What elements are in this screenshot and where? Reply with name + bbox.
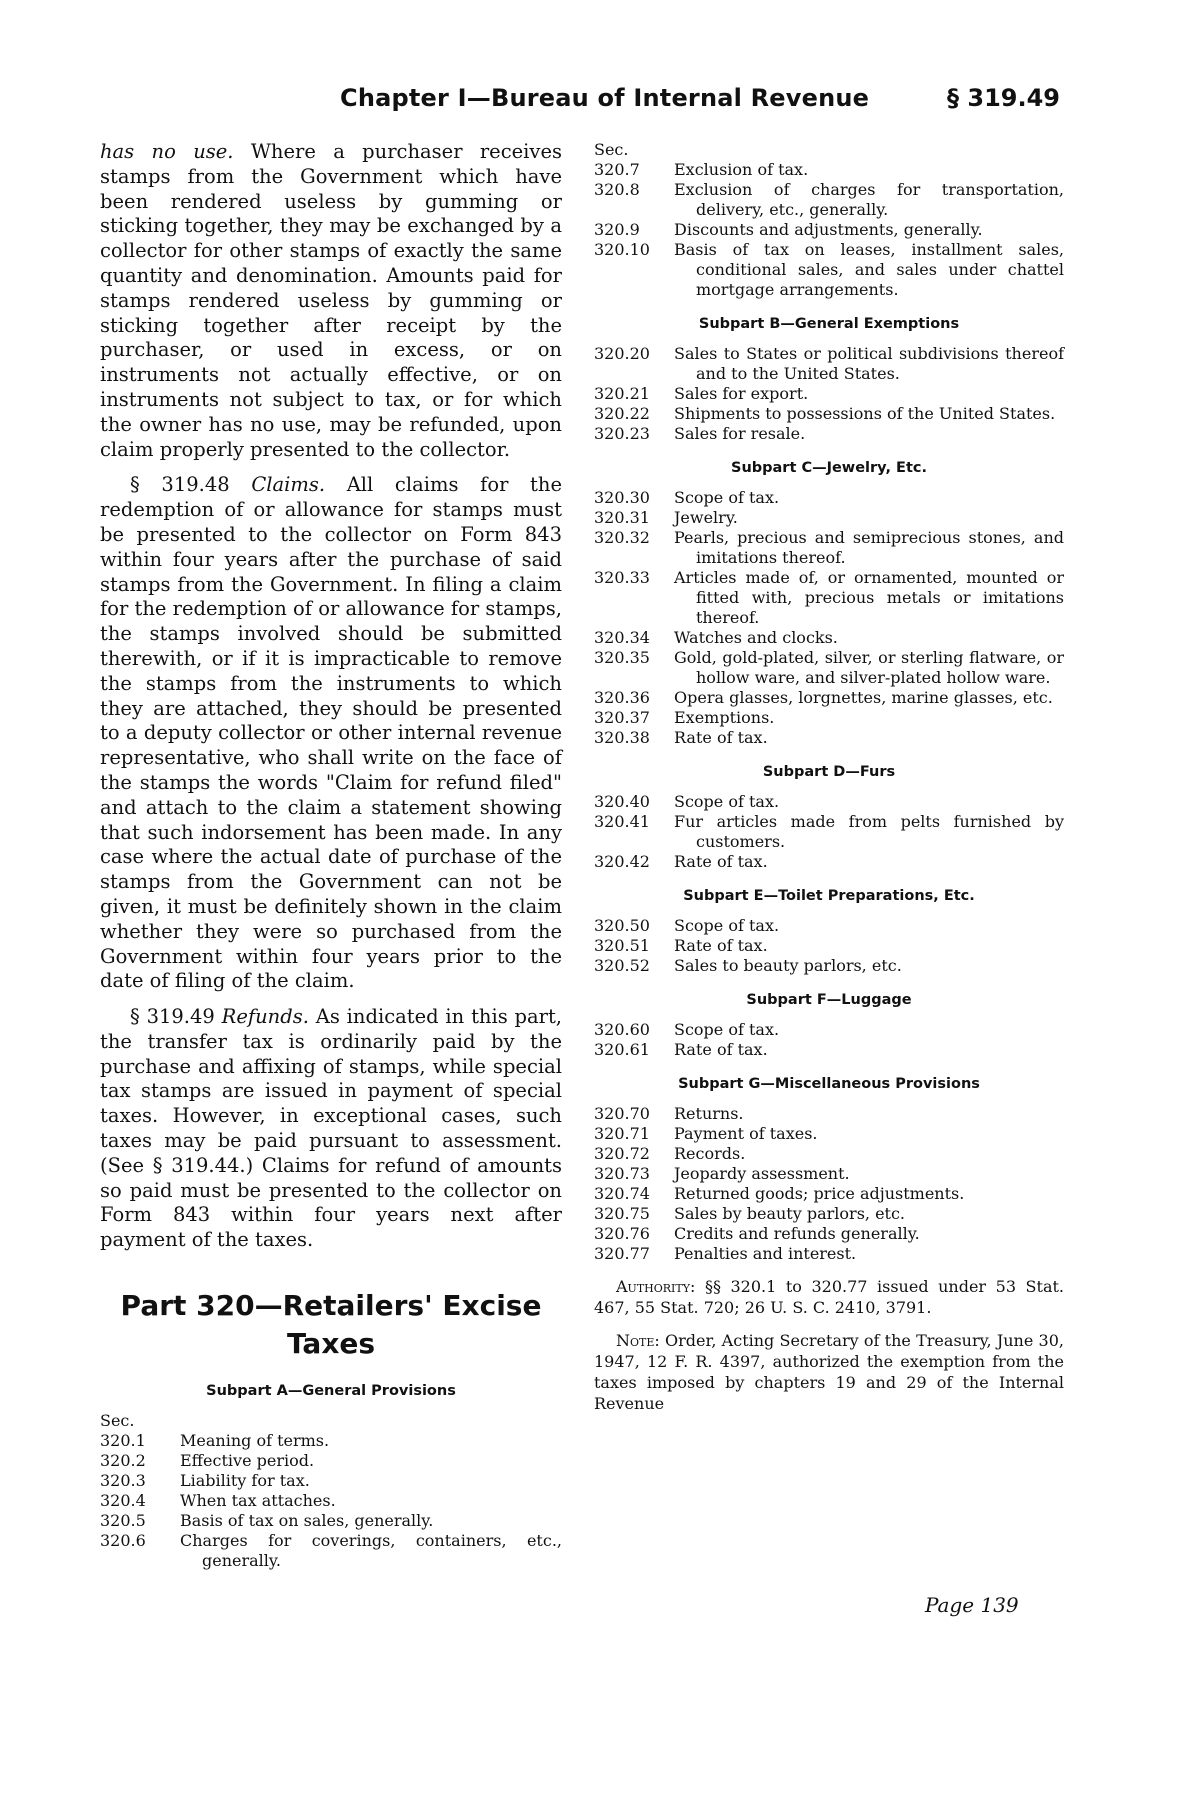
subpart-heading: Subpart C—Jewelry, Etc. — [731, 460, 927, 476]
toc-entry — [594, 628, 1064, 648]
toc-section-number: 320.74 — [594, 1184, 650, 1203]
toc-section-title: Scope of tax. — [674, 916, 780, 935]
toc-section-number: 320.4 — [100, 1491, 146, 1511]
toc-entry — [594, 956, 1064, 976]
toc-section-title: Basis of tax on leases, installment sales, conditional sales, and sales under chattel mortgage arrangements. — [674, 240, 1064, 299]
toc-section-number: 320.9 — [594, 220, 640, 239]
toc-section-number: 320.30 — [594, 488, 650, 507]
toc-section-title: Jewelry. — [674, 508, 738, 527]
toc-entry — [594, 1144, 1064, 1164]
toc-entry — [594, 424, 1064, 444]
toc-section-title: Discounts and adjustments, generally. — [674, 220, 983, 239]
toc-section-title: Fur articles made from pelts furnished by customers. — [674, 812, 1064, 851]
note-text: Order, Acting Secretary of the Treasury, June 30, 1947, 12 F. R. 4397, authorized the exemption from the taxes imposed by chapters 19 and 29 of the Internal Revenue — [594, 1331, 1064, 1413]
toc-section-title: Scope of tax. — [674, 1020, 780, 1039]
toc-section-number: 320.1 — [100, 1431, 146, 1451]
toc-list — [594, 160, 1064, 300]
toc-section-title: Sales to beauty parlors, etc. — [674, 956, 902, 975]
toc-section-title: Sales for export. — [674, 384, 809, 403]
toc-section-title: Meaning of terms. — [180, 1431, 330, 1451]
toc-section-title: Charges for coverings, containers, etc., generally. — [180, 1531, 562, 1571]
toc-section-title: Opera glasses, lorgnettes, marine glasses, etc. — [674, 688, 1053, 707]
toc-section-title: Rate of tax. — [674, 728, 768, 747]
toc-entry — [594, 1224, 1064, 1244]
toc-section-title: Returns. — [674, 1104, 744, 1123]
part-heading — [100, 1287, 562, 1363]
toc-section-number: 320.75 — [594, 1204, 650, 1223]
toc-list — [594, 792, 1064, 872]
toc-section-title: Rate of tax. — [674, 1040, 768, 1059]
toc-section-number: 320.35 — [594, 648, 650, 667]
toc-section-title: Returned goods; price adjustments. — [674, 1184, 965, 1203]
toc-section-title: Scope of tax. — [674, 792, 780, 811]
toc-section-number: 320.37 — [594, 708, 650, 727]
toc-section-number: 320.32 — [594, 528, 650, 547]
section-number: § 319.49 — [947, 84, 1060, 112]
subpart-heading: Subpart G—Miscellaneous Provisions — [678, 1076, 980, 1092]
toc-section-number: 320.6 — [100, 1531, 146, 1551]
toc-section-number: 320.8 — [594, 180, 640, 199]
toc-entry — [594, 180, 1064, 220]
toc-entry — [594, 508, 1064, 528]
toc-entry — [594, 1104, 1064, 1124]
toc-list — [594, 916, 1064, 976]
toc-section-number: 320.76 — [594, 1224, 650, 1243]
subpart-heading: Subpart A—General Provisions — [206, 1383, 456, 1400]
toc-section-title: Gold, gold-plated, silver, or sterling flatware, or hollow ware, and silver-plated hollow ware. — [674, 648, 1064, 687]
note — [594, 1330, 1064, 1414]
toc-section-number: 320.20 — [594, 344, 650, 363]
toc-section-title: Liability for tax. — [180, 1471, 310, 1491]
section-text: All claims for the redemption of or allowance for stamps must be presented to the collector on Form 843 within four years after the purchase of said stamps from the Government. In filing a claim for the redemption of or allowance for stamps, the stamps involved should be submitted therewith, or if it is impracticable to remove the stamps from the instruments to which they are attached, they should be presented to a deputy collector or other internal revenue representative, who shall write on the face of the stamps the words "Claim for refund filed" and attach to the claim a statement showing that such indorsement has been made. In any case where the actual date of purchase of the stamps from the Government can not be given, it must be definitely shown in the claim whether they were so purchased from the Government within four years prior to the date of filing of the claim. — [100, 473, 562, 993]
toc-section-number: 320.41 — [594, 812, 650, 831]
toc-entry — [594, 528, 1064, 568]
part-heading-line: Part 320—Retailers' Excise — [120, 1289, 542, 1323]
toc-entry — [594, 488, 1064, 508]
toc-section-title: Exemptions. — [674, 708, 775, 727]
toc-section-number: 320.61 — [594, 1040, 650, 1059]
running-head — [100, 84, 1060, 124]
toc-entry — [594, 384, 1064, 404]
toc-section-number: 320.60 — [594, 1020, 650, 1039]
toc-list — [594, 1020, 1064, 1060]
toc-section-title: Effective period. — [180, 1451, 315, 1471]
toc-entry — [594, 728, 1064, 748]
toc-section-number: 320.5 — [100, 1511, 146, 1531]
toc-section-number: 320.70 — [594, 1104, 650, 1123]
toc-section-title: Credits and refunds generally. — [674, 1224, 920, 1243]
toc-entry — [594, 1184, 1064, 1204]
part-heading-line: Taxes — [286, 1327, 376, 1361]
toc-list — [100, 1431, 562, 1571]
toc-entry — [594, 160, 1064, 180]
toc-section-title: Rate of tax. — [674, 936, 768, 955]
toc-section-number: 320.34 — [594, 628, 650, 647]
toc-section-number: 320.52 — [594, 956, 650, 975]
note-label: Note: — [616, 1331, 660, 1350]
toc-entry — [100, 1431, 562, 1451]
toc-section-number: 320.3 — [100, 1471, 146, 1491]
sec-label: Sec. — [594, 140, 629, 159]
toc-entry — [594, 1244, 1064, 1264]
toc-entry — [594, 916, 1064, 936]
toc-entry — [594, 568, 1064, 628]
toc-section-number: 320.7 — [594, 160, 640, 179]
toc-section-title: Records. — [674, 1144, 746, 1163]
toc-section-number: 320.36 — [594, 688, 650, 707]
toc-section-title: Articles made of, or ornamented, mounted or fitted with, precious metals or imitations thereof. — [674, 568, 1064, 627]
toc-section-title: Exclusion of charges for transportation, delivery, etc., generally. — [674, 180, 1064, 219]
paragraph-text: Where a purchaser receives stamps from the Government which have been rendered useless by gumming or sticking together, they may be exchanged by a collector for other stamps of exactly the same quantity and denomination. Amounts paid for stamps rendered useless by gumming or sticking together after receipt by the purchaser, or used in excess, or on instruments not actually effective, or on instruments not subject to tax, or for which the owner has no use, may be refunded, upon claim properly presented to the collector. — [100, 140, 562, 461]
toc-entry — [594, 1204, 1064, 1224]
authority-text: §§ 320.1 to 320.77 issued under 53 Stat. 467, 55 Stat. 720; 26 U. S. C. 2410, 3791. — [594, 1277, 1064, 1317]
toc-entry — [100, 1531, 562, 1571]
toc-section-title: Penalties and interest. — [674, 1244, 857, 1263]
toc-entry — [594, 344, 1064, 384]
toc-entry — [594, 1020, 1064, 1040]
toc-section-number: 320.73 — [594, 1164, 650, 1183]
section-title: Refunds. — [221, 1005, 309, 1029]
toc-section-number: 320.22 — [594, 404, 650, 423]
left-column — [100, 140, 562, 1571]
toc-list — [594, 488, 1064, 748]
toc-entry — [594, 936, 1064, 956]
toc-section-number: 320.38 — [594, 728, 650, 747]
toc-section-number: 320.71 — [594, 1124, 650, 1143]
toc-section-number: 320.72 — [594, 1144, 650, 1163]
toc-list — [594, 1104, 1064, 1264]
subpart-heading: Subpart B—General Exemptions — [698, 316, 960, 332]
toc-section-title: When tax attaches. — [180, 1491, 336, 1511]
toc-section-title: Sales by beauty parlors, etc. — [674, 1204, 906, 1223]
toc-section-number: 320.77 — [594, 1244, 650, 1263]
toc-entry — [594, 1040, 1064, 1060]
toc-entry — [100, 1491, 562, 1511]
toc-entry — [594, 852, 1064, 872]
toc-section-title: Sales for resale. — [674, 424, 806, 443]
toc-entry — [594, 792, 1064, 812]
toc-section-title: Watches and clocks. — [674, 628, 838, 647]
toc-section-title: Payment of taxes. — [674, 1124, 818, 1143]
toc-entry — [594, 708, 1064, 728]
subpart-heading: Subpart E—Toilet Preparations, Etc. — [683, 888, 975, 904]
italic-lead: has no use. — [100, 140, 234, 163]
toc-section-title: Basis of tax on sales, generally. — [180, 1511, 434, 1531]
toc-section-title: Exclusion of tax. — [674, 160, 809, 179]
toc-section-number: 320.31 — [594, 508, 650, 527]
section-319-48 — [100, 473, 562, 994]
authority-label: Authority: — [616, 1277, 696, 1296]
toc-entry — [594, 1164, 1064, 1184]
section-title: Claims. — [251, 473, 326, 497]
toc-section-title: Pearls, precious and semiprecious stones, and imitations thereof. — [674, 528, 1064, 567]
right-column — [594, 140, 1064, 1414]
toc-section-number: 320.33 — [594, 568, 650, 587]
toc-entry — [594, 688, 1064, 708]
authority-note — [594, 1276, 1064, 1318]
toc-section-number: 320.21 — [594, 384, 650, 403]
toc-section-number: 320.51 — [594, 936, 650, 955]
toc-section-title: Rate of tax. — [674, 852, 768, 871]
toc-entry — [594, 240, 1064, 300]
subpart-heading: Subpart D—Furs — [762, 764, 896, 780]
toc-section-title: Jeopardy assessment. — [674, 1164, 850, 1183]
section-319-49 — [100, 1005, 562, 1253]
toc-entry — [594, 812, 1064, 852]
toc-entry — [100, 1451, 562, 1471]
paragraph-continuation — [100, 140, 562, 462]
page-number: Page 139 — [925, 1593, 1019, 1617]
toc-section-title: Sales to States or political subdivisions thereof and to the United States. — [674, 344, 1064, 383]
toc-section-title: Shipments to possessions of the United States. — [674, 404, 1056, 423]
toc-section-title: Scope of tax. — [674, 488, 780, 507]
toc-section-number: 320.2 — [100, 1451, 146, 1471]
toc-entry — [594, 648, 1064, 688]
subpart-heading: Subpart F—Luggage — [746, 992, 912, 1008]
toc-entry — [100, 1471, 562, 1491]
toc-section-number: 320.10 — [594, 240, 650, 259]
toc-entry — [594, 220, 1064, 240]
toc-list — [594, 344, 1064, 444]
toc-entry — [594, 404, 1064, 424]
section-num: § 319.48 — [130, 473, 230, 497]
chapter-title: Chapter I—Bureau of Internal Revenue — [340, 84, 870, 112]
toc-entry — [594, 1124, 1064, 1144]
toc-entry — [100, 1511, 562, 1531]
toc-section-number: 320.42 — [594, 852, 650, 871]
toc-section-number: 320.40 — [594, 792, 650, 811]
section-text: As indicated in this part, the transfer tax is ordinarily paid by the purchase and affixing of stamps, while special tax stamps are issued in payment of special taxes. However, in exceptional cases, such taxes may be paid pursuant to assessment. (See § 319.44.) Claims for refund of amounts so paid must be presented to the collector on Form 843 within four years next after payment of the taxes. — [100, 1005, 563, 1252]
section-num: § 319.49 — [130, 1005, 215, 1029]
toc-section-number: 320.23 — [594, 424, 650, 443]
toc-section-number: 320.50 — [594, 916, 650, 935]
sec-label: Sec. — [100, 1411, 135, 1431]
